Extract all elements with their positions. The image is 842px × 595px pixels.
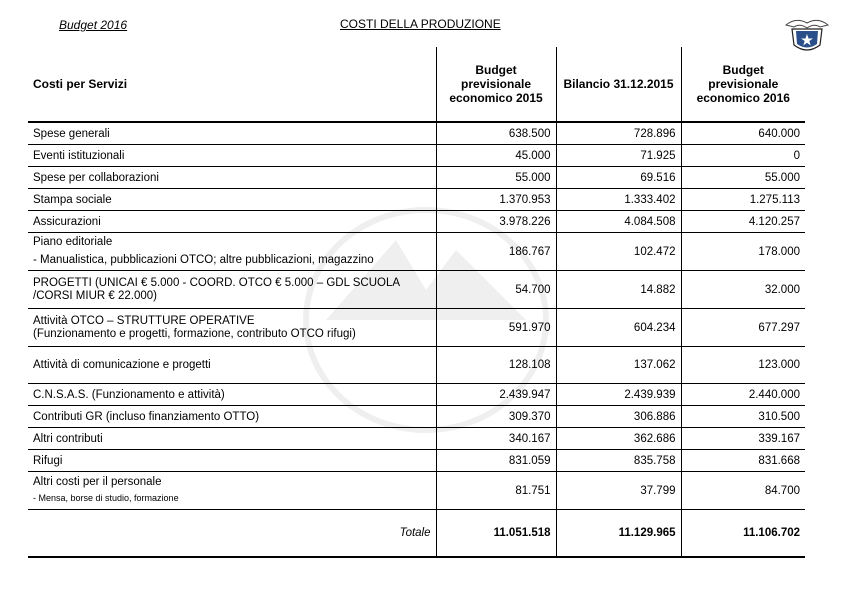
value-bilancio-2015: 69.516 bbox=[556, 167, 681, 189]
row-label bbox=[28, 309, 436, 347]
value-budget-2016: 4.120.257 bbox=[681, 211, 805, 233]
value-budget-2016: 2.440.000 bbox=[681, 384, 805, 406]
value-budget-2016: 831.668 bbox=[681, 450, 805, 472]
col-header-budget-2016: Budget previsionale economico 2016 bbox=[681, 47, 805, 122]
row-label-main: Altri costi per il personale bbox=[33, 476, 162, 488]
col-header-bilancio-2015: Bilancio 31.12.2015 bbox=[556, 47, 681, 122]
row-label: Spese per collaborazioni bbox=[28, 167, 436, 189]
section-label: Costi per Servizi bbox=[28, 47, 436, 122]
row-label-main: PROGETTI (UNICAI € 5.000 - COORD. OTCO € 5.000 – GDL SCUOLA bbox=[33, 276, 401, 289]
budget-year-label: Budget 2016 bbox=[59, 18, 128, 32]
value-budget-2015: 340.167 bbox=[436, 428, 556, 450]
value-budget-2015: 128.108 bbox=[436, 347, 556, 384]
table-header-row bbox=[28, 47, 805, 122]
total-bilancio-2015: 11.129.965 bbox=[556, 510, 681, 558]
value-budget-2016: 339.167 bbox=[681, 428, 805, 450]
table-row bbox=[28, 167, 805, 189]
value-bilancio-2015: 14.882 bbox=[556, 271, 681, 309]
value-bilancio-2015: 4.084.508 bbox=[556, 211, 681, 233]
table-row bbox=[28, 406, 805, 428]
value-budget-2015: 1.370.953 bbox=[436, 189, 556, 211]
row-label-main: Attività OTCO – STRUTTURE OPERATIVE bbox=[33, 314, 255, 327]
row-label-sub: (Funzionamento e progetti, formazione, contributo OTCO rifugi) bbox=[33, 327, 356, 340]
page-title: COSTI DELLA PRODUZIONE bbox=[340, 17, 501, 31]
table-row bbox=[28, 347, 805, 384]
table-row bbox=[28, 428, 805, 450]
total-budget-2015: 11.051.518 bbox=[436, 510, 556, 558]
value-budget-2015: 591.970 bbox=[436, 309, 556, 347]
value-budget-2016: 84.700 bbox=[681, 472, 805, 510]
value-budget-2015: 81.751 bbox=[436, 472, 556, 510]
row-label: Spese generali bbox=[28, 122, 436, 145]
row-label: C.N.S.A.S. (Funzionamento e attività) bbox=[28, 384, 436, 406]
table-row bbox=[28, 450, 805, 472]
row-label-sub: - Mensa, borse di studio, formazione bbox=[33, 493, 179, 503]
value-budget-2016: 32.000 bbox=[681, 271, 805, 309]
value-budget-2015: 3.978.226 bbox=[436, 211, 556, 233]
table-row bbox=[28, 309, 805, 347]
value-bilancio-2015: 362.686 bbox=[556, 428, 681, 450]
value-bilancio-2015: 604.234 bbox=[556, 309, 681, 347]
value-budget-2016: 178.000 bbox=[681, 233, 805, 271]
value-bilancio-2015: 306.886 bbox=[556, 406, 681, 428]
row-label-sub: - Manualistica, pubblicazioni OTCO; altre pubblicazioni, magazzino bbox=[33, 254, 374, 266]
value-bilancio-2015: 728.896 bbox=[556, 122, 681, 145]
total-budget-2016: 11.106.702 bbox=[681, 510, 805, 558]
table-row bbox=[28, 233, 805, 271]
total-row bbox=[28, 510, 805, 558]
row-label bbox=[28, 233, 436, 271]
value-budget-2016: 123.000 bbox=[681, 347, 805, 384]
value-bilancio-2015: 37.799 bbox=[556, 472, 681, 510]
value-budget-2015: 54.700 bbox=[436, 271, 556, 309]
costs-table bbox=[28, 47, 805, 558]
row-label bbox=[28, 271, 436, 309]
table-row bbox=[28, 384, 805, 406]
row-label: Rifugi bbox=[28, 450, 436, 472]
value-budget-2015: 186.767 bbox=[436, 233, 556, 271]
row-label bbox=[28, 472, 436, 510]
col-header-budget-2015: Budget previsionale economico 2015 bbox=[436, 47, 556, 122]
row-label: Stampa sociale bbox=[28, 189, 436, 211]
value-budget-2016: 640.000 bbox=[681, 122, 805, 145]
total-label: Totale bbox=[28, 510, 436, 558]
row-label: Altri contributi bbox=[28, 428, 436, 450]
table-row bbox=[28, 211, 805, 233]
value-budget-2016: 677.297 bbox=[681, 309, 805, 347]
value-budget-2015: 638.500 bbox=[436, 122, 556, 145]
table-row bbox=[28, 271, 805, 309]
value-bilancio-2015: 137.062 bbox=[556, 347, 681, 384]
value-budget-2016: 55.000 bbox=[681, 167, 805, 189]
row-label: Attività di comunicazione e progetti bbox=[28, 347, 436, 384]
table-row bbox=[28, 122, 805, 145]
row-label: Contributi GR (incluso finanziamento OTTO) bbox=[28, 406, 436, 428]
value-bilancio-2015: 1.333.402 bbox=[556, 189, 681, 211]
value-budget-2015: 45.000 bbox=[436, 145, 556, 167]
row-label: Assicurazioni bbox=[28, 211, 436, 233]
table-row bbox=[28, 472, 805, 510]
value-budget-2015: 2.439.947 bbox=[436, 384, 556, 406]
value-bilancio-2015: 2.439.939 bbox=[556, 384, 681, 406]
value-bilancio-2015: 71.925 bbox=[556, 145, 681, 167]
table-row bbox=[28, 145, 805, 167]
row-label-sub: /CORSI MIUR € 22.000) bbox=[33, 289, 157, 302]
value-budget-2016: 1.275.113 bbox=[681, 189, 805, 211]
value-budget-2016: 0 bbox=[681, 145, 805, 167]
table-row bbox=[28, 189, 805, 211]
value-bilancio-2015: 835.758 bbox=[556, 450, 681, 472]
value-budget-2016: 310.500 bbox=[681, 406, 805, 428]
value-bilancio-2015: 102.472 bbox=[556, 233, 681, 271]
value-budget-2015: 309.370 bbox=[436, 406, 556, 428]
row-label-main: Piano editoriale bbox=[33, 236, 113, 248]
value-budget-2015: 55.000 bbox=[436, 167, 556, 189]
value-budget-2015: 831.059 bbox=[436, 450, 556, 472]
row-label: Eventi istituzionali bbox=[28, 145, 436, 167]
